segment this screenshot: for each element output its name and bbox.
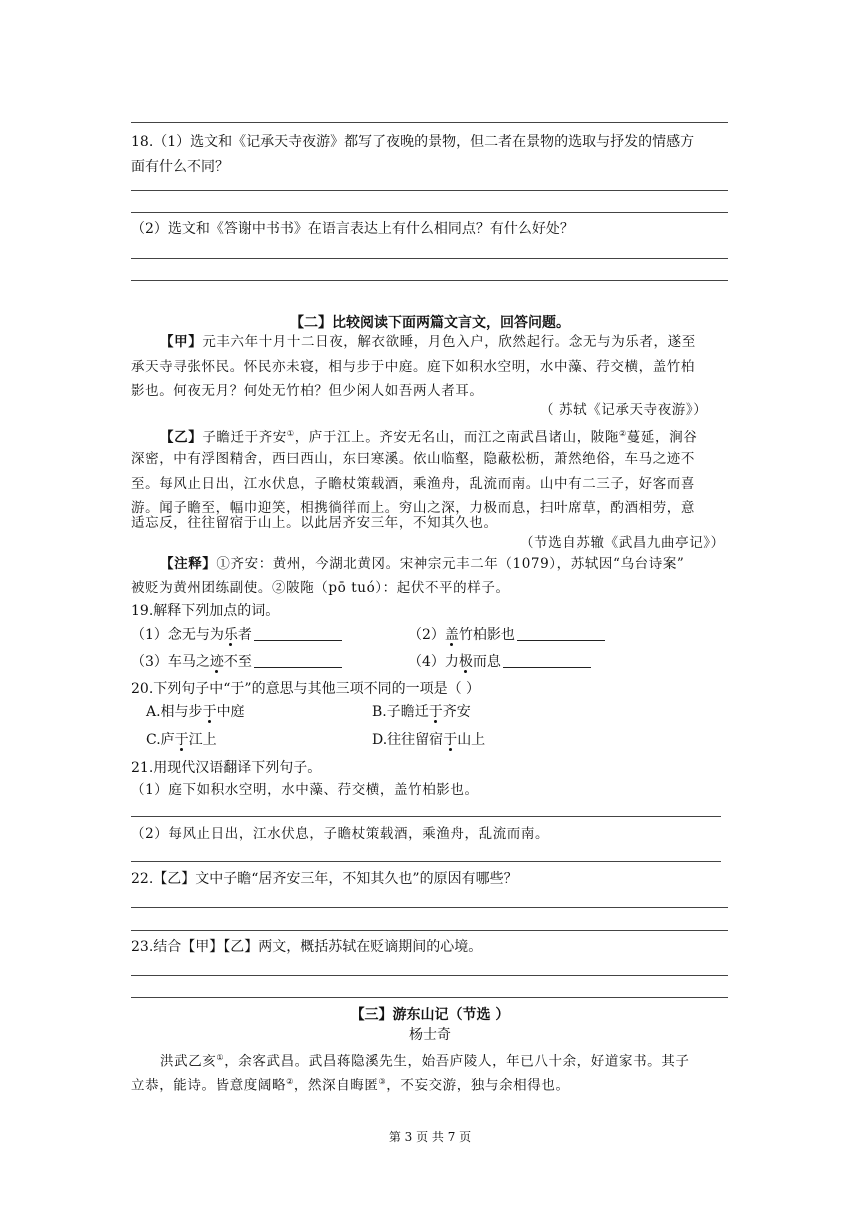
answer-line[interactable] bbox=[131, 280, 728, 281]
option-text: 江上 bbox=[188, 732, 217, 748]
section3-text: 洪武乙亥 bbox=[160, 1053, 217, 1070]
page-footer: 第 3 页 共 7 页 bbox=[388, 1130, 472, 1144]
footnote-marker: ① bbox=[216, 1053, 225, 1062]
yi-passage-line5: 适忘反，往往留宿于山上。以此居齐安三年，不知其久也。 bbox=[131, 515, 498, 531]
option-text: 齐安 bbox=[442, 704, 471, 720]
yi-passage-line1 bbox=[160, 422, 697, 450]
section3-text: ，然深自晦匿 bbox=[293, 1077, 379, 1094]
top-rule bbox=[131, 122, 728, 123]
q20-option-b[interactable] bbox=[372, 702, 471, 722]
q21-stem: 21.用现代汉语翻译下列句子。 bbox=[131, 760, 322, 776]
q19-item1 bbox=[131, 625, 342, 645]
yi-text: 子瞻迁于齐安 bbox=[202, 429, 287, 446]
q19-item1-text: 者 bbox=[237, 627, 252, 643]
answer-line[interactable] bbox=[131, 816, 721, 817]
q19-item1-text: （1）念无与为 bbox=[131, 627, 224, 643]
dotted-word: 于 bbox=[443, 732, 458, 748]
dotted-word: 于 bbox=[428, 704, 443, 720]
yi-source: （节选自苏辙《武昌九曲亭记》） bbox=[520, 535, 725, 551]
option-text: D.往往留宿 bbox=[372, 732, 444, 748]
yi-text: ，庐于江上。齐安无名山，而江之南武昌诸山，陂陁 bbox=[294, 429, 620, 446]
yi-passage-line3: 至。每风止日出，江水伏息，子瞻杖策载酒，乘渔舟，乱流而南。山中有二三子，好客而喜 bbox=[131, 476, 695, 492]
section3-author: 杨士奇 bbox=[409, 1027, 451, 1043]
q19-stem: 19.解释下列加点的词。 bbox=[131, 603, 280, 619]
footnote-marker: ③ bbox=[378, 1077, 387, 1086]
q21-sentence2: （2）每风止日出，江水伏息，子瞻杖策载酒，乘渔舟，乱流而南。 bbox=[131, 826, 550, 842]
yi-passage-line2: 深密，中有浮图精舍，西曰西山，东曰寒溪。依山临壑，隐蔽松枥，萧然绝俗，车马之迹不 bbox=[131, 451, 695, 467]
footnote-marker: ① bbox=[286, 429, 295, 438]
q19-item3-text: （3）车马之 bbox=[131, 654, 210, 670]
section3-text: ，不妄交游，独与余相得也。 bbox=[386, 1077, 570, 1094]
q19-item3-text: 不至 bbox=[223, 654, 252, 670]
answer-line[interactable] bbox=[131, 930, 728, 931]
q19-item2 bbox=[408, 625, 605, 645]
fill-blank[interactable] bbox=[517, 626, 605, 641]
dotted-word: 于 bbox=[202, 704, 217, 720]
option-text: B.子瞻迁 bbox=[372, 704, 429, 720]
q22-stem: 22.【乙】文中子瞻“居齐安三年，不知其久也”的原因有哪些？ bbox=[131, 871, 518, 887]
fill-blank[interactable] bbox=[254, 653, 342, 668]
option-text: 中庭 bbox=[216, 704, 245, 720]
q19-item4-text: 而息 bbox=[472, 654, 501, 670]
section3-line2 bbox=[131, 1070, 570, 1098]
yi-passage-line4: 游。闻子瞻至，幅巾迎笑，相携徜徉而上。穷山之深，力极而息，扫叶席草，酌酒相劳，意 bbox=[131, 500, 695, 516]
fill-blank[interactable] bbox=[254, 626, 342, 641]
answer-line[interactable] bbox=[131, 861, 721, 862]
jia-text: 元丰六年十月十二日夜，解衣欲睡，月色入户，欣然起行。念无与为乐者，遂至 bbox=[202, 334, 696, 350]
jia-passage-line3: 影也。何夜无月？何处无竹柏？但少闲人如吾两人者耳。 bbox=[131, 383, 484, 399]
option-text: 山上 bbox=[457, 732, 486, 748]
fill-blank[interactable] bbox=[503, 653, 591, 668]
q19-item2-text: 竹柏影也 bbox=[458, 627, 515, 643]
notes-line2: 被贬为黄州团练副使。②陂陁（pō tuó）：起伏不平的样子。 bbox=[131, 580, 510, 596]
jia-passage-line2: 承天寺寻张怀民。怀民亦未寝，相与步于中庭。庭下如积水空明，水中藻、荇交横，盖竹柏 bbox=[131, 359, 695, 375]
notes-label: 【注释】 bbox=[160, 556, 217, 572]
q21-sentence1: （1）庭下如积水空明，水中藻、荇交横，盖竹柏影也。 bbox=[131, 782, 479, 798]
q20-stem: 20.下列句子中“于”的意思与其他三项不同的一项是（ ） bbox=[131, 681, 481, 697]
q19-item3 bbox=[131, 652, 342, 672]
q23-stem: 23.结合【甲】【乙】两文，概括苏轼在贬谪期间的心境。 bbox=[131, 939, 483, 955]
q20-option-d[interactable] bbox=[372, 730, 485, 750]
q20-option-a[interactable] bbox=[146, 702, 245, 722]
q18-part1-line2: 面有什么不同？ bbox=[131, 159, 229, 175]
answer-line[interactable] bbox=[131, 997, 728, 998]
jia-passage-line1 bbox=[160, 330, 696, 354]
footnote-marker: ② bbox=[286, 1077, 294, 1086]
dotted-word: 迹 bbox=[209, 654, 224, 670]
q18-part2: （2）选文和《答谢中书书》在语言表达上有什么相同点？有什么好处？ bbox=[131, 221, 574, 237]
q19-item4 bbox=[408, 652, 591, 672]
dotted-word: 盖 bbox=[444, 627, 459, 643]
yi-text: 蔓延，涧谷 bbox=[626, 429, 698, 446]
notes-text: ①齐安：黄州，今湖北黄冈。宋神宗元丰二年（1079），苏轼因“乌台诗案” bbox=[216, 556, 685, 572]
notes-line1 bbox=[160, 552, 684, 576]
answer-line[interactable] bbox=[131, 907, 728, 908]
dotted-word: 乐 bbox=[223, 627, 238, 643]
option-text: A.相与步 bbox=[146, 704, 203, 720]
q19-item4-text: （4）力 bbox=[408, 654, 459, 670]
answer-line[interactable] bbox=[131, 258, 728, 259]
dotted-word: 极 bbox=[458, 654, 473, 670]
q20-option-c[interactable] bbox=[146, 730, 217, 750]
section3-text: 立恭，能诗。皆意度阔略 bbox=[131, 1077, 287, 1094]
section2-title: 【二】比较阅读下面两篇文言文，回答问题。 bbox=[290, 315, 570, 331]
jia-label: 【甲】 bbox=[160, 334, 203, 350]
q18-part1-line1: 18.（1）选文和《记承天寺夜游》都写了夜晚的景物，但二者在景物的选取与抒发的情感方 bbox=[131, 134, 695, 150]
jia-source: （ 苏轼《记承天寺夜游》） bbox=[540, 402, 708, 418]
section3-text: ，余客武昌。武昌蒋隐溪先生，始吾庐陵人，年已八十余，好道家书。其子 bbox=[224, 1053, 690, 1070]
dotted-word: 于 bbox=[174, 732, 189, 748]
section3-title: 【三】游东山记（节选 ） bbox=[350, 1007, 510, 1023]
answer-line[interactable] bbox=[131, 190, 728, 191]
footnote-marker: ② bbox=[619, 429, 627, 438]
option-text: C.庐 bbox=[146, 732, 175, 748]
yi-label: 【乙】 bbox=[160, 429, 203, 446]
answer-line[interactable] bbox=[131, 975, 728, 976]
answer-line[interactable] bbox=[131, 212, 728, 213]
q19-item2-text: （2） bbox=[408, 627, 445, 643]
